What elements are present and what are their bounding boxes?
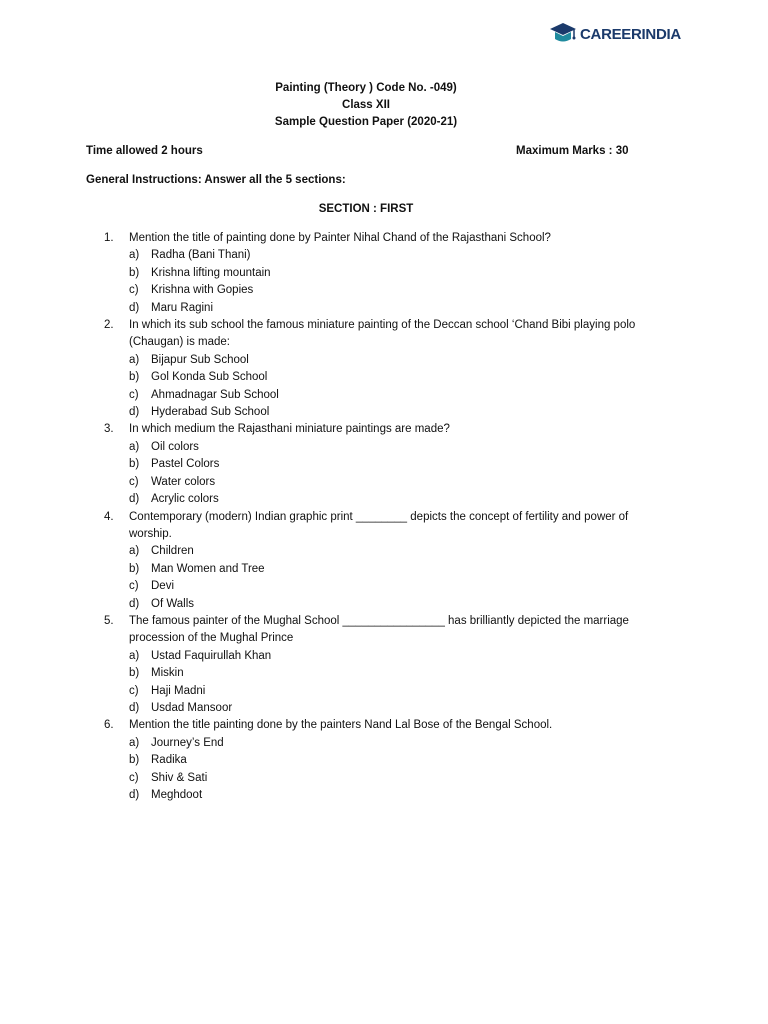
question-body [129, 717, 644, 804]
option-label: b) [129, 667, 140, 680]
answer-option [129, 387, 644, 404]
option-label: b) [129, 371, 140, 384]
question-item [104, 509, 644, 613]
question-number: 4. [104, 510, 114, 523]
option-text: Acrylic colors [151, 493, 219, 506]
option-label: a) [129, 545, 140, 558]
section-title: SECTION : FIRST [318, 203, 414, 215]
question-item [104, 613, 644, 717]
answer-option [129, 352, 644, 369]
option-label: c) [129, 475, 139, 488]
option-label: a) [129, 440, 140, 453]
option-label: c) [129, 580, 139, 593]
option-text: Miskin [151, 667, 184, 680]
answer-option [129, 596, 644, 613]
class-label: Class XII [342, 99, 390, 111]
question-number: 3. [104, 423, 114, 436]
answer-option [129, 752, 644, 769]
option-text: Maru Ragini [151, 301, 213, 314]
option-label: b) [129, 754, 140, 767]
option-label: b) [129, 458, 140, 471]
answer-option [129, 578, 644, 595]
question-text: Mention the title painting done by the painters Nand Lal Bose of the Bengal School. [129, 719, 553, 732]
graduation-cap-icon [548, 21, 578, 47]
answer-option [129, 491, 644, 508]
answer-option [129, 735, 644, 752]
answer-option [129, 369, 644, 386]
option-label: d) [129, 301, 140, 314]
question-body [129, 613, 644, 717]
option-label: a) [129, 649, 140, 662]
question-number: 5. [104, 614, 114, 627]
option-text: Ahmadnagar Sub School [151, 388, 279, 401]
answer-option [129, 282, 644, 299]
question-body [129, 317, 644, 421]
time-allowed: Time allowed 2 hours [86, 145, 203, 157]
question-text: Mention the title of painting done by Painter Nihal Chand of the Rajasthani School? [129, 232, 551, 244]
option-label: d) [129, 406, 140, 419]
option-label: c) [129, 284, 139, 297]
question-body [129, 509, 644, 613]
option-label: a) [129, 736, 140, 749]
option-text: Radha (Bani Thani) [151, 249, 251, 262]
option-text: Bijapur Sub School [151, 353, 249, 366]
question-number: 6. [104, 719, 114, 732]
answer-option [129, 439, 644, 456]
option-text: Oil colors [151, 440, 199, 453]
question-item [104, 421, 644, 508]
option-text: Gol Konda Sub School [151, 371, 268, 384]
option-text: Radika [151, 754, 187, 767]
option-text: Journey’s End [151, 736, 224, 749]
question-item [104, 230, 644, 317]
question-body [129, 230, 644, 317]
answer-option [129, 474, 644, 491]
careerindia-logo [548, 20, 681, 48]
option-label: c) [129, 684, 139, 697]
question-item [104, 717, 644, 804]
answer-option [129, 561, 644, 578]
question-text: Contemporary (modern) Indian graphic print ________ depicts the concept of fertility and power of worship. [129, 510, 629, 540]
answer-option [129, 404, 644, 421]
answer-option [129, 247, 644, 264]
option-label: c) [129, 771, 139, 784]
answer-option [129, 300, 644, 317]
option-label: d) [129, 701, 140, 714]
answer-option [129, 648, 644, 665]
question-text: In which its sub school the famous miniature painting of the Deccan school ‘Chand Bibi playing polo (Chaugan) is made: [129, 319, 636, 349]
question-text: The famous painter of the Mughal School ________________ has brilliantly depicted the marriage procession of the Mughal Prince [129, 614, 629, 645]
question-number: 1. [104, 232, 114, 244]
option-label: d) [129, 597, 140, 610]
option-text: Devi [151, 580, 175, 593]
paper-subtitle: Sample Question Paper (2020-21) [274, 116, 458, 128]
option-text: Children [151, 545, 194, 558]
answer-option [129, 456, 644, 473]
maximum-marks: Maximum Marks : 30 [516, 145, 629, 157]
answer-option [129, 700, 644, 717]
option-label: c) [129, 388, 139, 401]
paper-title: Painting (Theory ) Code No. -049) [275, 82, 457, 94]
answer-option [129, 770, 644, 787]
option-text: Of Walls [151, 597, 195, 610]
option-text: Water colors [151, 475, 216, 488]
question-body [129, 421, 644, 508]
logo-text: CAREERINDIA [580, 25, 681, 43]
option-label: a) [129, 353, 140, 366]
option-label: b) [129, 266, 140, 279]
answer-option [129, 665, 644, 682]
option-text: Hyderabad Sub School [151, 406, 270, 419]
option-label: a) [129, 249, 140, 262]
option-text: Krishna with Gopies [151, 284, 254, 297]
question-text: In which medium the Rajasthani miniature paintings are made? [129, 423, 450, 436]
answer-option [129, 683, 644, 700]
option-text: Man Women and Tree [151, 562, 265, 575]
answer-option [129, 787, 644, 804]
question-item [104, 317, 644, 421]
option-text: Meghdoot [151, 789, 203, 801]
question-number: 2. [104, 319, 114, 332]
option-label: d) [129, 493, 140, 506]
option-text: Shiv & Sati [151, 771, 208, 784]
general-instructions: General Instructions: Answer all the 5 sections: [86, 174, 346, 186]
document-header [0, 80, 732, 131]
answer-option [129, 543, 644, 560]
option-text: Krishna lifting mountain [151, 266, 271, 279]
option-label: b) [129, 562, 140, 575]
option-text: Haji Madni [151, 684, 206, 697]
answer-option [129, 265, 644, 282]
option-text: Usdad Mansoor [151, 701, 233, 714]
option-text: Ustad Faquirullah Khan [151, 649, 272, 662]
question-list [104, 230, 644, 804]
option-label: d) [129, 789, 140, 801]
option-text: Pastel Colors [151, 458, 220, 471]
